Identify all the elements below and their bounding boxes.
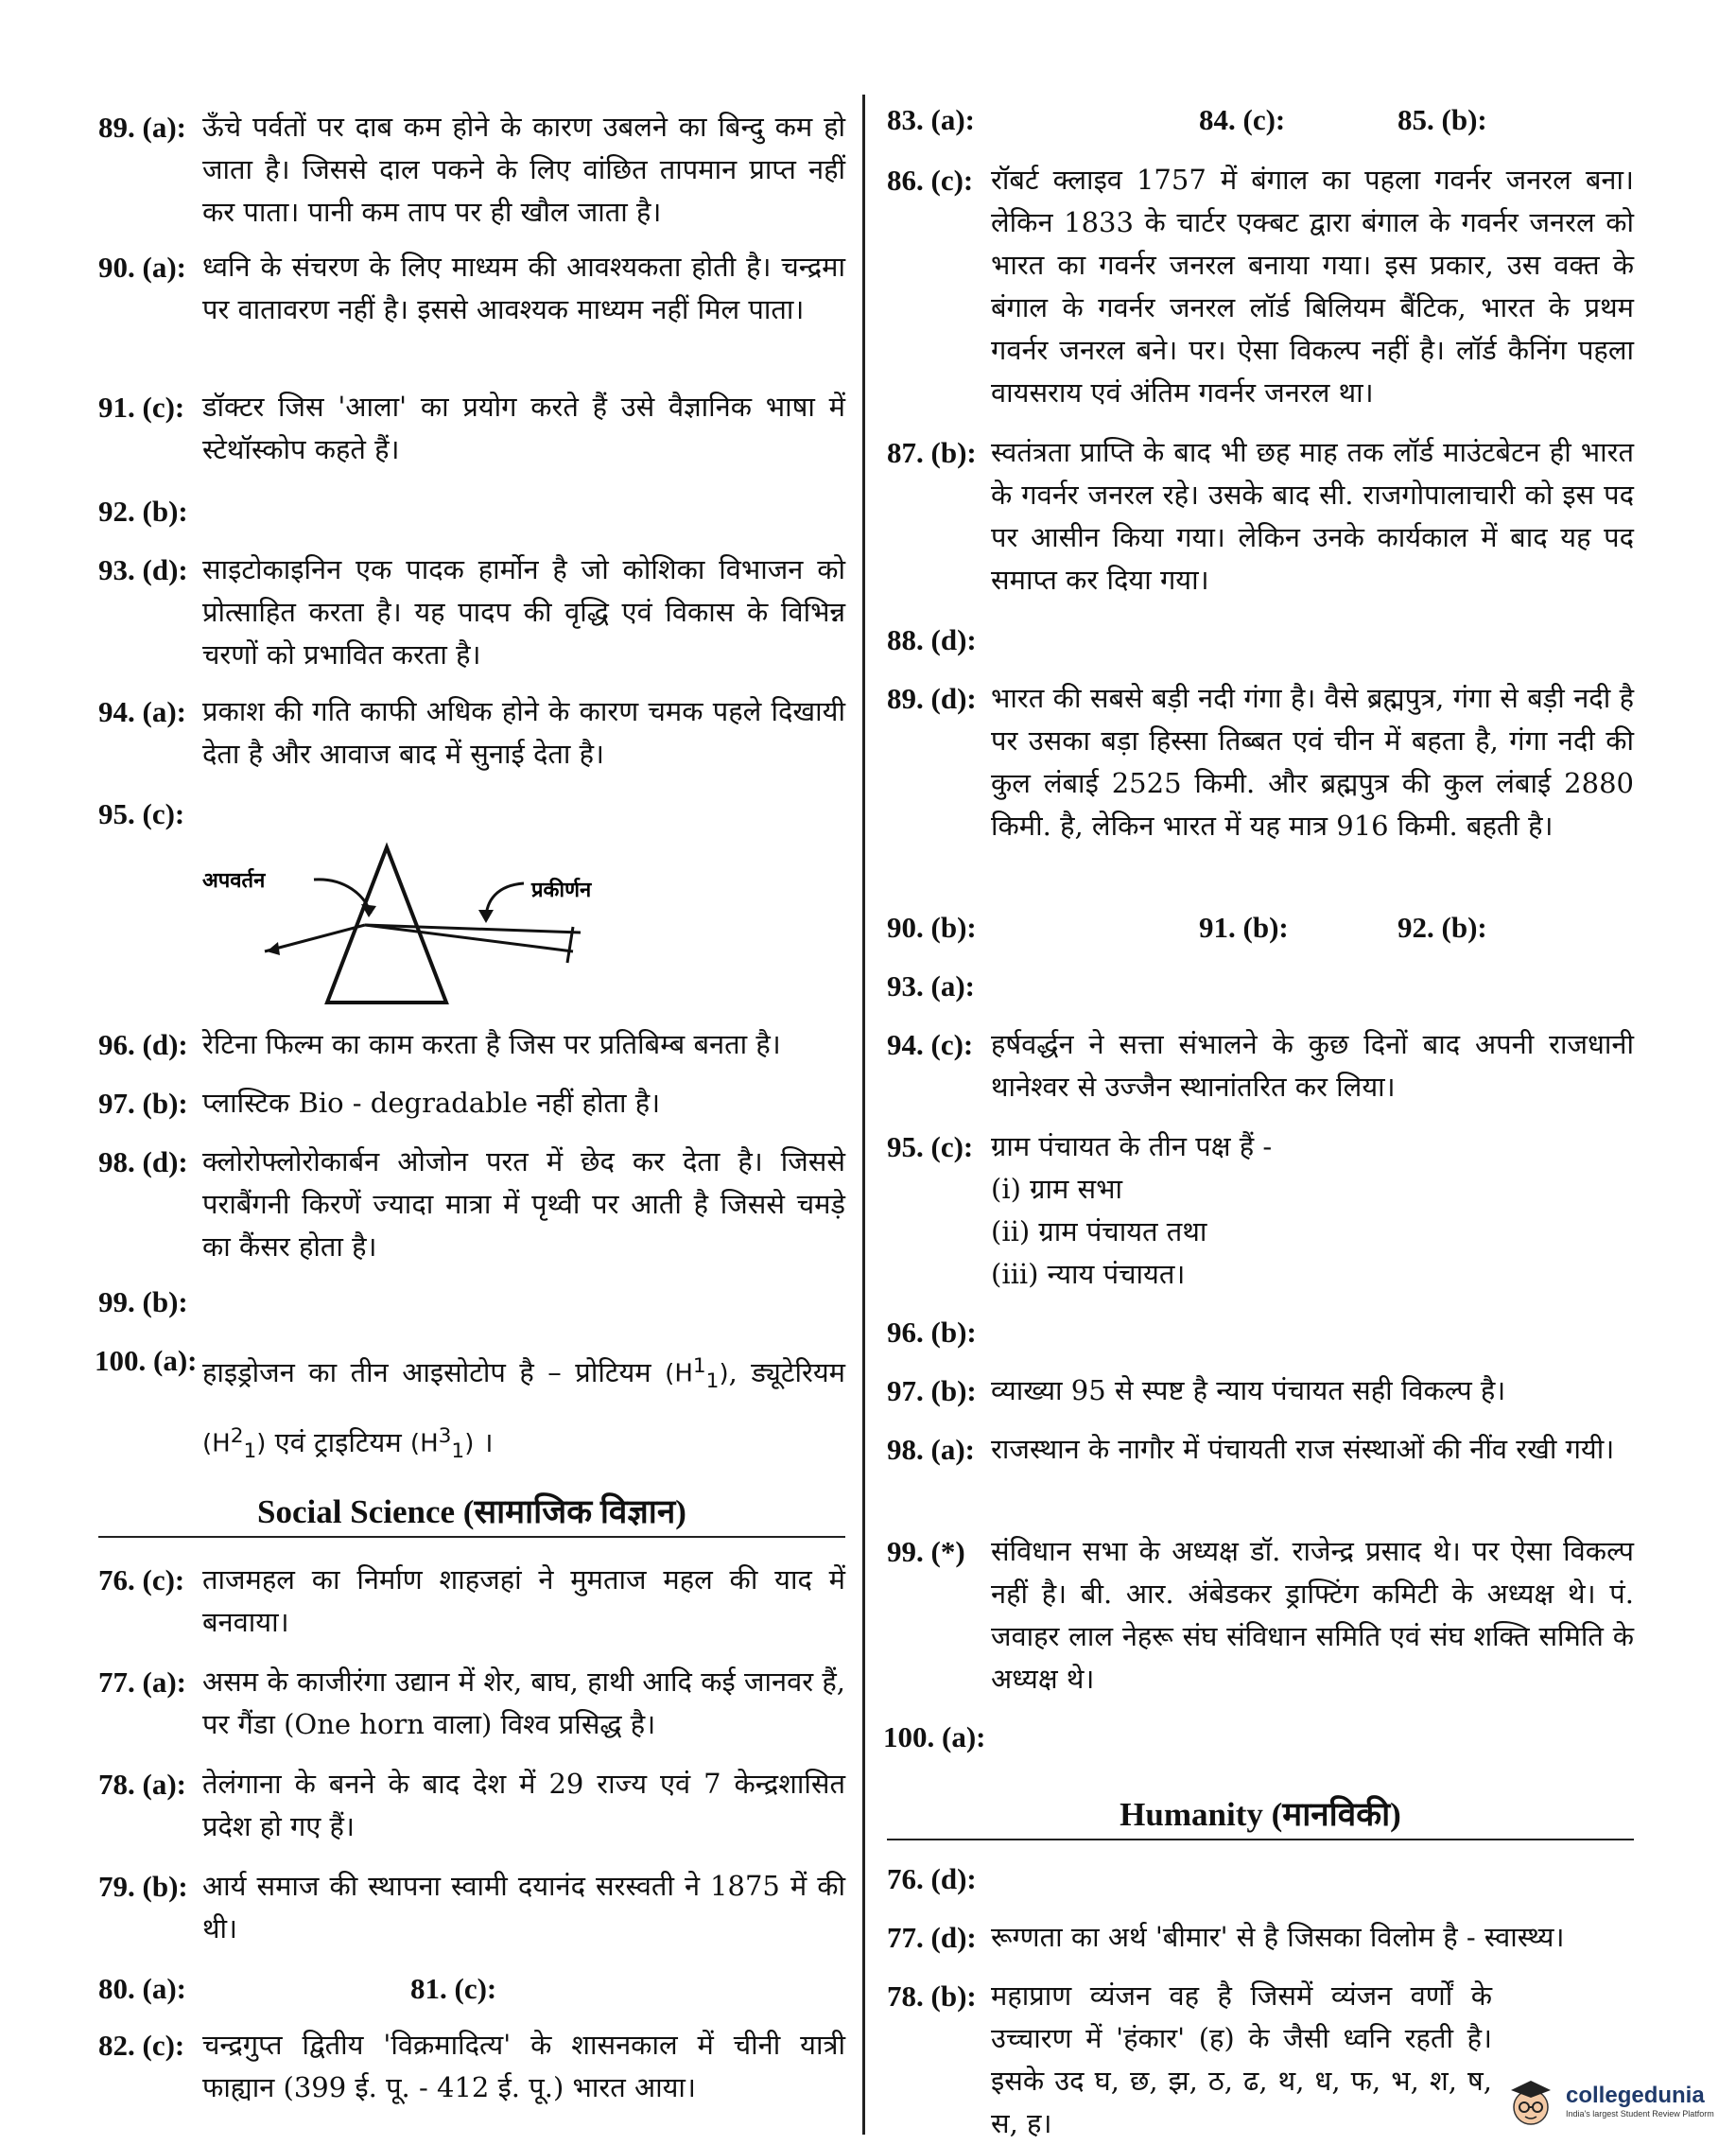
- answer-entry: [887, 1369, 1634, 1412]
- answer-entry: [98, 386, 845, 471]
- answer-text: हर्षवर्द्धन ने सत्ता संभालने के कुछ दिनों बाद अपनी राजधानी थानेश्वर से उज्जैन स्थानांतरित कर लिया।: [991, 1028, 1634, 1103]
- answer-text: हाइड्रोजन का तीन आइसोटोप है – प्रोटियम $(H^1_1)$, ड्यूटेरियम $(H^2_1)$ एवं ट्राइटियम $(H^3_1)$ ।: [202, 1339, 845, 1479]
- collegedunia-logo: [1503, 2077, 1714, 2130]
- section-divider: [98, 1536, 845, 1538]
- answer-number: 91. (c):: [98, 391, 185, 424]
- answer-number: 89. (d):: [887, 682, 977, 715]
- answer-entry: [98, 2024, 845, 2109]
- answer-number: 93. (d):: [98, 553, 188, 586]
- answer-number: 100. (a):: [883, 1720, 986, 1753]
- answer-text-intro: ग्राम पंचायत के तीन पक्ष हैं -: [991, 1130, 1273, 1162]
- answer-entry: [98, 1082, 845, 1125]
- answer-text: साइटोकाइनिन एक पादक हार्मोन है जो कोशिका विभाजन को प्रोत्साहित करता है। यह पादप की वृद्धि एवं विकास के विभिन्न चरणों को प्रभावित करता है।: [202, 553, 845, 671]
- answer-entry: [887, 677, 1634, 847]
- answer-number: 76. (d):: [887, 1862, 977, 1895]
- answer-number: 95. (c):: [887, 1130, 974, 1163]
- answer-text: रॉबर्ट क्लाइव 1757 में बंगाल का पहला गवर्नर जनरल बना। लेकिन 1833 के चार्टर एक्बट द्वारा बंगाल के गवर्नर जनरल को भारत का गवर्नर जनरल बनाया गया। इस प्रकार, उस वक्त के बंगाल के गवर्नर जनरल लॉर्ड बिलियम बैंटिक, भारत के प्रथम गवर्नर जनरल बने। पर। ऐसा विकल्प नहीं है। लॉर्ड कैनिंग पहला वायसराय एवं अंतिम गवर्नर जनरल था।: [991, 164, 1634, 409]
- list-item: (iii) न्याय पंचायत।: [991, 1258, 1186, 1290]
- answer-text: चन्द्रगुप्त द्वितीय 'विक्रमादित्य' के शासनकाल में चीनी यात्री फाह्यान (399 ई. पू. - 412 ई. पू.) भारत आया।: [202, 2029, 845, 2103]
- answer-number: 92. (b):: [98, 495, 188, 528]
- answer-entry: [887, 1530, 1634, 1700]
- answer-text: राजस्थान के नागौर में पंचायती राज संस्थाओं की नींव रखी गयी।: [991, 1433, 1615, 1465]
- answer-text: आर्य समाज की स्थापना स्वामी दयानंद सरस्वती ने 1875 में की थी।: [202, 1870, 845, 1944]
- section-heading-social-science: Social Science (सामाजिक विज्ञान): [257, 1493, 686, 1530]
- answer-entry: [887, 1428, 1634, 1471]
- section-divider: [887, 1839, 1634, 1840]
- answer-entry: [98, 1661, 845, 1746]
- answer-number: 89. (a):: [98, 111, 186, 144]
- answer-number: 78. (a):: [98, 1768, 186, 1801]
- answer-number: 96. (d):: [98, 1028, 188, 1061]
- answer-text: क्लोरोफ्लोरोकार्बन ओजोन परत में छेद कर देता है। जिससे पराबैंगनी किरणें ज्यादा मात्रा में पृथ्वी पर आती है जिससे चमड़े का कैंसर होता है।: [202, 1145, 845, 1263]
- isotope-intro: हाइड्रोजन का तीन आइसोटोप है – प्रोटियम: [202, 1355, 651, 1388]
- answer-number: 88. (d):: [887, 623, 977, 656]
- answer-number: 79. (b):: [98, 1870, 188, 1903]
- answer-text: महाप्राण व्यंजन वह है जिसमें व्यंजन वर्णों के उच्चारण में 'हंकार' (ह) के जैसी ध्वनि रहती है। इसके उद घ, छ, झ, ठ, ढ, थ, ध, फ, भ, श, ष, स, ह।: [991, 1979, 1492, 2139]
- answer-number: 97. (b):: [887, 1374, 977, 1407]
- answer-number: 83. (a):: [887, 103, 975, 136]
- answer-number: 76. (c):: [98, 1563, 185, 1596]
- answer-text: असम के काजीरंगा उद्यान में शेर, बाघ, हाथी आदि कई जानवर हैं, पर गैंडा (One horn वाला) विश्व प्रसिद्ध है।: [202, 1665, 845, 1740]
- answer-number: 98. (a):: [887, 1433, 975, 1466]
- dispersion-label: प्रकीर्णन: [531, 879, 592, 902]
- section-heading-humanity: Humanity (मानविकी): [1120, 1796, 1401, 1833]
- answer-entry: [887, 1023, 1634, 1108]
- answer-number: 91. (b):: [1199, 911, 1289, 944]
- answer-number: 77. (a):: [98, 1665, 186, 1699]
- column-divider: [862, 95, 865, 2135]
- list-item: (i) ग्राम सभा: [991, 1173, 1123, 1205]
- answer-entry: [98, 549, 845, 676]
- answer-text: व्याख्या 95 से स्पष्ट है न्याय पंचायत सही विकल्प है।: [991, 1374, 1506, 1406]
- answer-text: ऊँचे पर्वतों पर दाब कम होने के कारण उबलने का बिन्दु कम हो जाता है। जिससे दाल पकने के लिए वांछित तापमान प्राप्त नहीं कर पाता। पानी कम ताप पर ही खौल जाता है।: [202, 111, 845, 228]
- answer-entry: [887, 1916, 1634, 1959]
- answer-text: डॉक्टर जिस 'आला' का प्रयोग करते हैं उसे वैज्ञानिक भाषा में स्टेथॉस्कोप कहते हैं।: [202, 391, 845, 465]
- answer-text: प्रकाश की गति काफी अधिक होने के कारण चमक पहले दिखायी देता है और आवाज बाद में सुनाई देता है।: [202, 695, 845, 770]
- answer-entry: [98, 106, 845, 234]
- answer-number: 80. (a):: [98, 1972, 186, 2005]
- answer-entry: [98, 1141, 845, 1268]
- answer-text: रूग्णता का अर्थ 'बीमार' से है जिसका विलोम है - स्वास्थ्य।: [991, 1921, 1565, 1953]
- answer-text: ध्वनि के संचरण के लिए माध्यम की आवश्यकता होती है। चन्द्रमा पर वातावरण नहीं है। इससे आवश्यक माध्यम नहीं मिल पाता।: [202, 251, 845, 325]
- logo-name: collegedunia: [1566, 2083, 1705, 2108]
- answer-number: 87. (b):: [887, 436, 977, 469]
- answer-text: [991, 1125, 1634, 1296]
- answer-text: भारत की सबसे बड़ी नदी गंगा है। वैसे ब्रह्मपुत्र, गंगा से बड़ी नदी है पर उसका बड़ा हिस्सा तिब्बत एवं चीन में बहता है, गंगा नदी की कुल लंबाई 2525 किमी. और ब्रह्मपुत्र की कुल लंबाई 2880 किमी. है, लेकिन भारत में यह मात्र 916 किमी. बहती है।: [991, 682, 1634, 842]
- isotope-deuterium: $(H^2_1)$: [202, 1423, 267, 1463]
- answer-number: 95. (c):: [98, 797, 185, 830]
- list-item: (ii) ग्राम पंचायत तथा: [991, 1215, 1207, 1247]
- answer-entry: [98, 1763, 845, 1848]
- answer-entry: [98, 1865, 845, 1950]
- answer-number: 81. (c):: [410, 1972, 497, 2005]
- isotope-tritium: $(H^3_1)$: [409, 1423, 475, 1463]
- logo-tagline: India's largest Student Review Platform: [1566, 2109, 1714, 2119]
- answer-number: 96. (b):: [887, 1316, 977, 1349]
- answer-text: प्लास्टिक Bio - degradable नहीं होता है।: [202, 1087, 661, 1119]
- refraction-label: अपवर्तन: [202, 869, 266, 893]
- answer-entry: [95, 1339, 846, 1479]
- answer-text: तेलंगाना के बनने के बाद देश में 29 राज्य एवं 7 केन्द्रशासित प्रदेश हो गए हैं।: [202, 1768, 845, 1842]
- answer-number: 94. (c):: [887, 1028, 974, 1061]
- answer-number: 82. (c):: [98, 2029, 185, 2062]
- answer-number: 85. (b):: [1397, 103, 1487, 136]
- answer-number: 77. (d):: [887, 1921, 977, 1954]
- mascot-icon: [1503, 2077, 1558, 2130]
- answer-number: 92. (b):: [1397, 911, 1487, 944]
- answer-entry: [887, 431, 1634, 602]
- answer-entry: [98, 1559, 845, 1644]
- answer-number: 90. (b):: [887, 911, 977, 944]
- answer-number: 84. (c):: [1199, 103, 1286, 136]
- answer-number: 94. (a):: [98, 695, 186, 728]
- answer-number: 78. (b):: [887, 1979, 977, 2013]
- answer-entry: [887, 159, 1634, 414]
- isotope-protium: $(H^1_1)$: [665, 1354, 729, 1393]
- isotope-deuterium-label: ड्यूटेरियम: [751, 1355, 846, 1388]
- answer-number: 97. (b):: [98, 1087, 188, 1120]
- answer-entry: [98, 1023, 845, 1066]
- answer-text: स्वतंत्रता प्राप्ति के बाद भी छह माह तक लॉर्ड माउंटबेटन ही भारत के गवर्नर जनरल रहे। उसके बाद सी. राजगोपालाचारी को इस पद पर आसीन किया गया। लेकिन उनके कार्यकाल में बाद यह पद समाप्त कर दिया गया।: [991, 436, 1634, 596]
- dispersion-pointer: [486, 883, 524, 919]
- answer-number: 86. (c):: [887, 164, 974, 197]
- answer-number: 100. (a):: [95, 1344, 198, 1377]
- answer-text: संविधान सभा के अध्यक्ष डॉ. राजेन्द्र प्रसाद थे। पर ऐसा विकल्प नहीं है। बी. आर. अंबेडकर ड्राफ्टिंग कमिटी के अध्यक्ष थे। पं. जवाहर लाल नेहरू संघ संविधान समिति एवं संघ शक्ति समिति के अध्यक्ष थे।: [991, 1535, 1634, 1695]
- answer-number: 90. (a):: [98, 251, 186, 284]
- answer-text: ताजमहल का निर्माण शाहजहां ने मुमताज महल की याद में बनवाया।: [202, 1563, 845, 1638]
- answer-number: 98. (d):: [98, 1145, 188, 1178]
- prism-dispersion-diagram: [202, 842, 694, 1012]
- answer-entry: [887, 1125, 1634, 1296]
- answer-entry: [98, 246, 845, 331]
- answer-text: रेटिना फिल्म का काम करता है जिस पर प्रतिबिम्ब बनता है।: [202, 1028, 781, 1060]
- answer-number: 93. (a):: [887, 969, 975, 1003]
- answer-number: 99. (*): [887, 1535, 965, 1568]
- answer-number: 99. (b):: [98, 1285, 188, 1318]
- answer-entry: [98, 690, 845, 776]
- isotope-tritium-label: एवं ट्राइटियम: [274, 1425, 402, 1458]
- incident-ray-arrow: [267, 942, 280, 955]
- dispersion-pointer-head: [478, 910, 494, 923]
